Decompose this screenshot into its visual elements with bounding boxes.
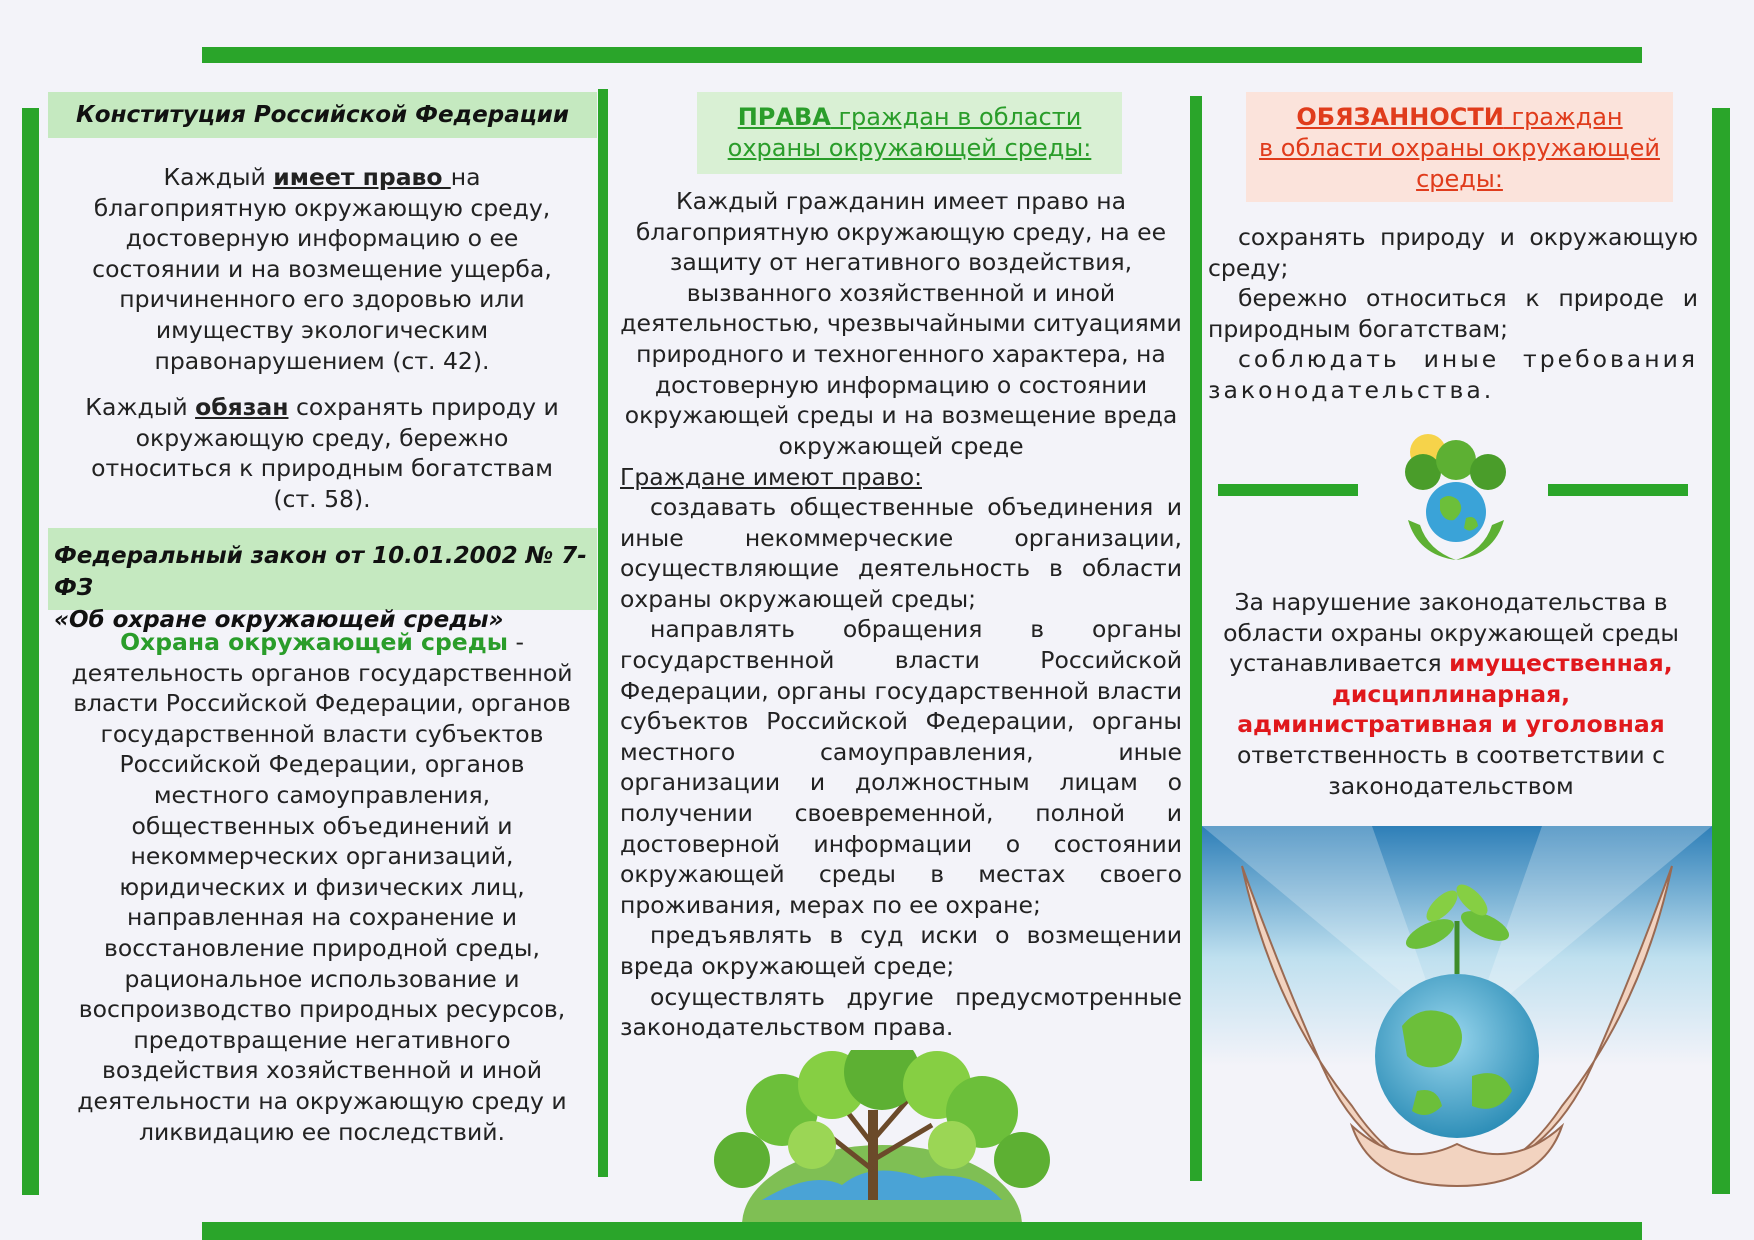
constitution-right-paragraph: Каждый имеет право на благоприятную окружающую среду, достоверную информацию о ее состоянии и на возмещение ущерба, причиненного его здоровью или имуществу экологическим правонарушением (ст. 42). [92,163,552,375]
list-item: соблюдать иные требования законодательства. [1208,345,1698,404]
list-item: предъявлять в суд иски о возмещении вреда окружающей среде; [620,921,1182,980]
rights-intro: Каждый гражданин имеет право на благоприятную окружающую среду, на ее защиту от негативного воздействия, вызванного хозяйственной и иной деятельностью, чрезвычайными ситуациями природного и техногенного характера, на достоверную информацию о состоянии окружающей среды и на возмещение вреда окружающей среде [620,187,1182,460]
left-edge-bar [22,108,39,1195]
right-edge-bar [1712,108,1730,1194]
list-item: создавать общественные объединения и иные некоммерческие организации, осуществляющие деятельность в области охраны окружающей среды; [620,493,1182,613]
constitution-heading: Конституция Российской Федерации [48,92,597,138]
rights-subheading: Граждане имеют право: [620,463,922,491]
duties-title: ОБЯЗАННОСТИ граждан в области охраны окружающей среды: [1246,92,1673,202]
rights-title: ПРАВА граждан в области охраны окружающей среды: [697,92,1122,174]
list-item: бережно относиться к природе и природным богатствам; [1208,284,1698,343]
duties-list [1208,222,1698,406]
list-item: направлять обращения в органы государственной власти Российской Федерации, органы государственной власти субъектов Российской Федерации, органы местного самоуправления, иные организации и должностным лицам о получении своевременной, полной и достоверной информации о состоянии окружающей среды в местах своего проживания, мерах по ее охране; [620,615,1182,919]
constitution-duty-paragraph: Каждый обязан сохранять природу и окружающую среду, бережно относиться к природным богатствам (ст. 58). [85,393,559,513]
rights-list [620,492,1182,1043]
list-item: осуществлять другие предусмотренные законодательством права. [620,982,1182,1042]
hands-holding-globe-icon [1202,826,1712,1222]
bottom-green-bar [202,1222,1642,1240]
tree-on-globe-icon [672,1050,1092,1222]
list-item: сохранять природу и окружающую среду; [1208,223,1698,282]
column1-divider-bar [598,89,608,1177]
federal-law-heading: Федеральный закон от 10.01.2002 № 7-ФЗ «Об охране окружающей среды» [48,528,597,610]
logo-left-dash [1218,484,1358,496]
column2-divider-bar [1190,96,1202,1181]
globe-in-hands-logo-icon [1388,430,1524,565]
logo-right-dash [1548,484,1688,496]
top-green-bar [202,47,1642,63]
responsibility-paragraph: За нарушение законодательства в области охраны окружающей среды устанавливается имущественная, дисциплинарная, административная и уголовная ответственность в соответствии с законодательством [1223,588,1679,800]
environment-protection-definition: Охрана окружающей среды - деятельность органов государственной власти Российской Федерации, органов государственной власти субъектов Российской Федерации, органов местного самоуправления, общественных объединений и некоммерческих организаций, юридических и физических лиц, направленная на сохранение и восстановление природной среды, рациональное использование и воспроизводство природных ресурсов, предотвращение негативного воздействия хозяйственной и иной деятельности на окружающую среду и ликвидацию ее последствий. [71,628,573,1146]
